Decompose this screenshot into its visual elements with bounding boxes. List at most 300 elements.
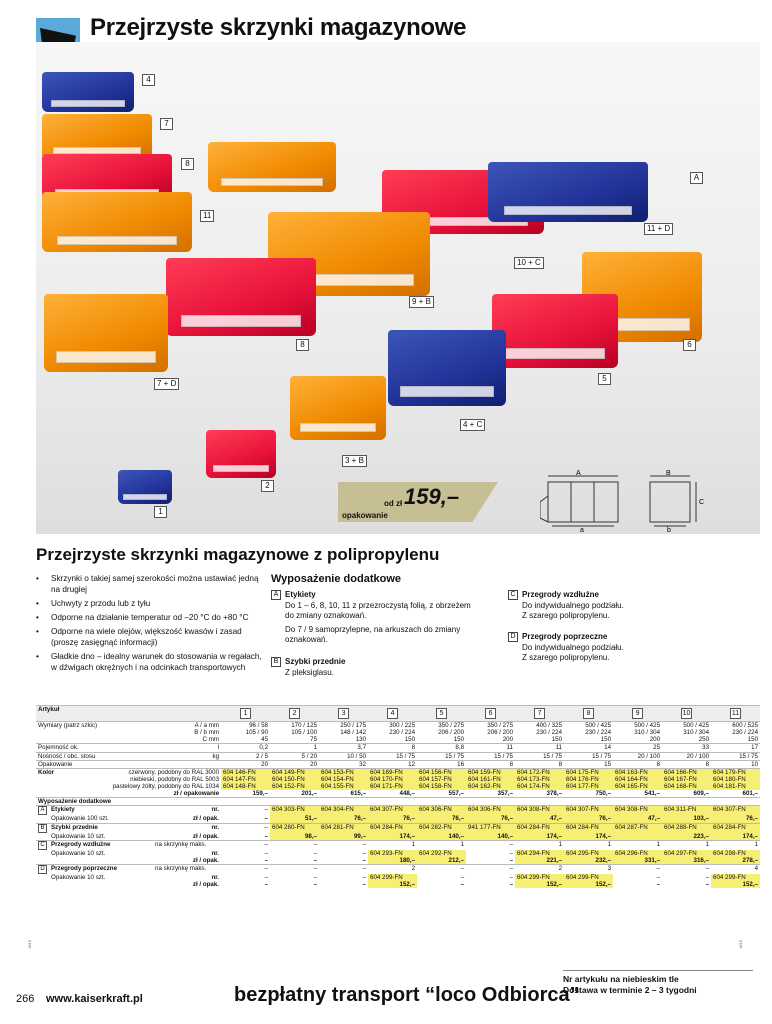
bin-4-blue — [42, 72, 134, 112]
row-label: Opakowanie — [36, 760, 153, 768]
article-code: 604 161-FN — [466, 776, 515, 783]
value-cell: 15 / 75 — [515, 752, 564, 760]
article-code: 604 296-FN — [613, 850, 662, 857]
article-code: 604 308-FN — [613, 806, 662, 816]
article-code: 604 158-FN — [417, 783, 466, 790]
value-cell: 20 — [221, 760, 270, 768]
article-number: 6 — [485, 708, 496, 719]
row-label — [36, 790, 153, 798]
price-cell: – — [362, 881, 367, 888]
price-cell: 152,– — [515, 881, 564, 888]
article-code: 604 177-FN — [564, 783, 613, 790]
dim-value: 105 / 100 — [291, 729, 318, 737]
photo-label: A — [690, 172, 703, 184]
article-number: 1 — [240, 708, 251, 719]
footer-note-line: Nr artykułu na niebieskim tle — [563, 974, 679, 984]
accessory-d — [508, 632, 708, 664]
value-cell: 15 / 75 — [466, 752, 515, 760]
value-cell: 25 — [613, 744, 662, 752]
price-cell: – — [362, 856, 367, 864]
table-row — [36, 760, 760, 768]
article-code: 604 159-FN — [466, 768, 515, 776]
dim-value: 200 — [502, 736, 514, 744]
table-row — [36, 881, 760, 888]
price-cell: 76,– — [711, 815, 760, 823]
price-cell: – — [656, 881, 661, 888]
article-number-cell — [221, 706, 270, 722]
dim-value: 230 / 224 — [585, 729, 612, 737]
value-cell: 15 / 75 — [711, 752, 760, 760]
article-number-cell — [564, 706, 613, 722]
price-cell: 448,– — [399, 790, 416, 798]
article-number: 7 — [534, 708, 545, 719]
row-unit: nr. — [153, 823, 221, 833]
accessory-name: Przegrody poprzeczne — [51, 864, 118, 872]
article-number-cell — [515, 706, 564, 722]
article-code: – — [264, 849, 269, 857]
row-unit: zł / opak. — [192, 856, 220, 864]
photo-label: 4 — [142, 74, 155, 86]
article-code: 604 299-FN — [711, 874, 760, 881]
pack-size: Opakowanie 10 szt. — [51, 849, 106, 857]
accessory-desc: Do 1 – 6, 8, 10, 11 z przezroczystą folią, z obrzeżem do zmiany oznakowań. — [285, 600, 471, 620]
value-cell: 20 — [270, 760, 319, 768]
article-code: 604 164-FN — [613, 776, 662, 783]
dim-value: 150 — [404, 736, 416, 744]
price-cell: 221,– — [515, 857, 564, 865]
price-cell: 212,– — [417, 857, 466, 865]
row-label — [36, 881, 153, 888]
dim-value: 500 / 425 — [662, 722, 711, 730]
bin-orange-mid — [208, 142, 336, 192]
price-value: 159,– — [404, 484, 460, 509]
dim-value: 150 — [453, 736, 465, 744]
article-number-cell — [319, 706, 368, 722]
value-cell: 3,7 — [319, 744, 368, 752]
product-photo — [36, 42, 760, 534]
code-box: D — [508, 632, 518, 642]
article-code: 604 307-FN — [711, 806, 760, 816]
value-cell: 1 — [417, 840, 466, 850]
accessory-desc: Do indywidualnego podziału. — [522, 642, 624, 652]
row-label — [36, 874, 153, 881]
table-row — [36, 833, 760, 841]
row-unit: pastelowy żółty, podobny do RAL 1034 — [112, 783, 220, 790]
dim-value: 250 — [698, 736, 710, 744]
accessory-desc: Do indywidualnego podziału. — [522, 600, 624, 610]
value-cell: 1 — [662, 840, 711, 850]
value-cell: 33 — [662, 744, 711, 752]
price-cell: 378,– — [546, 790, 563, 798]
value-cell: 3 — [564, 864, 613, 874]
price-cell: 76,– — [417, 815, 466, 823]
dim-value: 75 — [310, 736, 318, 744]
article-code: 604 171-FN — [368, 783, 417, 790]
article-number: 8 — [583, 708, 594, 719]
article-code: 604 150-FN — [270, 776, 319, 783]
table-row — [36, 706, 760, 722]
article-code: 604 152-FN — [270, 783, 319, 790]
value-cell: 10 / 50 — [319, 752, 368, 760]
row-label: Kolor — [36, 768, 153, 776]
value-cell: 8 — [466, 760, 515, 768]
diagram-label-a: a — [580, 527, 584, 532]
accessory-desc: Z szarego polipropylenu. — [522, 653, 610, 662]
dim-value: 206 / 200 — [487, 729, 514, 737]
row-unit: na skrzynkę maks. — [153, 864, 221, 874]
article-code: 604 292-FN — [417, 850, 466, 857]
feature-list — [36, 573, 266, 676]
row-unit: zł / opak. — [192, 881, 220, 888]
photo-label: 5 — [598, 373, 611, 385]
row-label — [36, 815, 153, 823]
article-code: 604 166-FN — [662, 768, 711, 776]
price-cell: 541,– — [644, 790, 661, 798]
dim-value: 230 / 224 — [536, 729, 563, 737]
price-cell: 99,– — [319, 833, 368, 841]
price-cell: 331,– — [613, 857, 662, 865]
article-code: 604 176-FN — [564, 776, 613, 783]
article-code: 604 179-FN — [711, 768, 760, 776]
price-cell: – — [509, 881, 514, 888]
price-cell: 201,– — [301, 790, 318, 798]
dim-value: 150 — [600, 736, 612, 744]
row-unit: l — [153, 744, 221, 752]
page-number: 266 — [16, 993, 35, 1005]
article-code: 604 284-FN — [564, 823, 613, 833]
article-number: 3 — [338, 708, 349, 719]
article-code: – — [313, 849, 318, 857]
photo-label: 3 + B — [342, 455, 367, 467]
diagram-label-C: C — [699, 499, 705, 506]
dim-value: 45 — [261, 736, 269, 744]
price-cell: – — [313, 881, 318, 888]
photo-label: 6 — [683, 339, 696, 351]
article-code: – — [362, 873, 367, 881]
value-cell: 20 / 100 — [613, 752, 662, 760]
accessory-name: Przegrody wzdłużne — [51, 840, 111, 848]
table-row — [36, 857, 760, 865]
accessory-name: Szybki przednie — [51, 823, 98, 831]
page-title: Przejrzyste skrzynki magazynowe — [90, 14, 467, 41]
dim-value: 130 — [355, 736, 367, 744]
value-cell: 2 / 5 — [221, 752, 270, 760]
accessory-a — [271, 590, 481, 646]
price-cell: 174,– — [564, 833, 613, 841]
price-cell: 278,– — [711, 857, 760, 865]
article-code: 604 156-FN — [417, 768, 466, 776]
side-code: 1815 — [738, 940, 743, 949]
row-unit: na skrzynkę maks. — [153, 840, 221, 850]
article-number: 9 — [632, 708, 643, 719]
dim-value: 150 — [747, 736, 759, 744]
bin-7D-orange — [44, 294, 168, 372]
article-number: 5 — [436, 708, 447, 719]
article-code: – — [362, 849, 367, 857]
bin-5-red — [492, 294, 618, 368]
dim-value: 170 / 125 — [270, 722, 319, 730]
article-number: 10 — [682, 710, 691, 717]
diagram-label-b: b — [667, 527, 671, 532]
dim-value: 350 / 275 — [417, 722, 466, 730]
feature-item: • Gładkie dno – idealny warunek do stosowania w regałach, w dźwigach okrężnych i na odcinkach transportowych — [36, 651, 266, 673]
bin-1-blue — [118, 470, 172, 504]
feature-item: • Odporne na wiele olejów, większość kwasów i zasad (proszę zasięgnąć informacji) — [36, 626, 266, 648]
dimension-diagram — [540, 466, 710, 532]
dim-value: 96 / 58 — [221, 722, 270, 730]
value-cell: 1 — [515, 840, 564, 850]
price-cell: 47,– — [515, 815, 564, 823]
row-label — [36, 857, 153, 865]
article-number-cell — [662, 706, 711, 722]
row-unit: zł / opakowanie — [173, 790, 220, 798]
article-code: 604 146-FN — [221, 768, 270, 776]
dim-value: 500 / 425 — [613, 722, 662, 730]
price-cell: – — [509, 856, 514, 864]
article-code: 604 148-FN — [221, 783, 270, 790]
article-number-cell — [613, 706, 662, 722]
value-cell: – — [221, 864, 270, 874]
price-cell: – — [264, 832, 269, 840]
value-cell: – — [319, 864, 368, 874]
article-code: 604 149-FN — [270, 768, 319, 776]
dim-value: 310 / 304 — [683, 729, 710, 737]
article-code: 604 307-FN — [368, 806, 417, 816]
row-unit: A / a mm — [153, 722, 221, 730]
value-cell: – — [319, 840, 368, 850]
article-number: 4 — [387, 708, 398, 719]
price-cell: 152,– — [368, 881, 417, 888]
code-box: A — [271, 590, 281, 600]
dim-value: 250 / 175 — [319, 722, 368, 730]
price-cell: 557,– — [448, 790, 465, 798]
article-code: – — [509, 873, 514, 881]
code-box: A — [38, 806, 47, 815]
photo-label: 10 + C — [514, 257, 544, 269]
value-cell: – — [270, 840, 319, 850]
article-number: 11 — [731, 710, 740, 717]
pack-size: Opakowanie 10 szt. — [51, 873, 106, 881]
accessory-name: Przegrody wzdłużne — [522, 590, 599, 599]
section-title: Przejrzyste skrzynki magazynowe z polipropylenu — [36, 545, 440, 564]
code-box: B — [38, 824, 47, 833]
article-code: 604 284-FN — [515, 823, 564, 833]
article-code: 604 181-FN — [711, 783, 760, 790]
footer-note-line: Dostawa w terminie 2 – 3 tygodni — [563, 985, 697, 995]
value-cell: 14 — [564, 744, 613, 752]
photo-label: 11 — [200, 210, 214, 222]
table-row — [36, 783, 760, 790]
article-number-cell — [270, 706, 319, 722]
price-cell: 47,– — [613, 815, 662, 823]
price-cell: 152,– — [564, 881, 613, 888]
article-code: – — [313, 873, 318, 881]
bin-11D-blue — [488, 162, 648, 222]
article-code: 604 153-FN — [319, 768, 368, 776]
price-prefix: od zł — [384, 499, 403, 508]
value-cell: 2 — [368, 864, 417, 874]
price-cell: 76,– — [368, 815, 417, 823]
value-cell: 15 / 75 — [417, 752, 466, 760]
value-cell: – — [221, 840, 270, 850]
bin-11-orange — [42, 192, 192, 252]
row-unit: kg — [153, 752, 221, 760]
value-cell: 5 / 20 — [270, 752, 319, 760]
price-cell: 180,– — [368, 857, 417, 865]
article-code: 604 168-FN — [662, 783, 711, 790]
row-label — [36, 729, 153, 736]
article-code: 604 293-FN — [368, 850, 417, 857]
value-cell: 11 — [466, 744, 515, 752]
code-box: C — [508, 590, 518, 600]
row-label — [36, 806, 153, 816]
dim-value: 300 / 225 — [368, 722, 417, 730]
table-row — [36, 768, 760, 776]
dim-value: 206 / 200 — [438, 729, 465, 737]
value-cell: 4 — [711, 864, 760, 874]
article-code: 604 284-FN — [711, 823, 760, 833]
value-cell: 0,2 — [221, 744, 270, 752]
price-cell: 152,– — [711, 881, 760, 888]
dim-value: 310 / 304 — [634, 729, 661, 737]
value-cell: 20 / 100 — [662, 752, 711, 760]
article-code: 604 154-FN — [319, 776, 368, 783]
value-cell: 8 — [662, 760, 711, 768]
value-cell: 8 — [515, 760, 564, 768]
table-row — [36, 798, 760, 806]
row-unit: zł / opak. — [192, 832, 220, 840]
article-code: 604 299-FN — [515, 874, 564, 881]
dim-value: 500 / 425 — [564, 722, 613, 730]
value-cell: 2 — [515, 864, 564, 874]
row-unit: B / b mm — [194, 729, 220, 737]
table-row — [36, 744, 760, 752]
article-code: 604 180-FN — [711, 776, 760, 783]
article-code: 604 167-FN — [662, 776, 711, 783]
row-label — [36, 833, 153, 841]
table-row — [36, 806, 760, 816]
photo-label: 11 + D — [644, 223, 673, 235]
feature-item: • Uchwyty z przodu lub z tyłu — [36, 598, 266, 609]
dim-value: 105 / 90 — [245, 729, 269, 737]
bin-4C-blue — [388, 330, 506, 406]
code-box: C — [38, 841, 47, 850]
row-label — [36, 864, 153, 874]
article-code: 604 294-FN — [515, 850, 564, 857]
photo-label: 1 — [154, 506, 167, 518]
dim-value: 150 — [551, 736, 563, 744]
row-unit: zł / opak. — [192, 815, 220, 823]
value-cell: 1 — [270, 744, 319, 752]
dim-value: 350 / 275 — [466, 722, 515, 730]
row-label — [36, 850, 153, 857]
value-cell: 16 — [417, 760, 466, 768]
bin-9B-red — [166, 258, 316, 336]
table-row — [36, 815, 760, 823]
article-code: 941 177-FN — [466, 823, 515, 833]
table-row — [36, 736, 760, 744]
feature-item: • Skrzynki o takiej samej szerokości można ustawiać jedną na drugiej — [36, 573, 266, 595]
footer-note — [563, 970, 753, 996]
article-code: – — [460, 873, 465, 881]
value-cell: 15 / 75 — [368, 752, 417, 760]
website-link[interactable]: www.kaiserkraft.pl — [46, 993, 143, 1005]
price-cell: – — [264, 881, 269, 888]
article-code: – — [264, 873, 269, 881]
photo-label: 8 — [296, 339, 309, 351]
bin-2-red — [206, 430, 276, 478]
table-row — [36, 752, 760, 760]
shipping-promo: bezpłatny transport “loco Odbiorca” — [234, 984, 580, 1006]
article-code: – — [221, 823, 270, 833]
price-cell: 140,– — [466, 833, 515, 841]
photo-label: 2 — [261, 480, 274, 492]
row-unit — [153, 760, 221, 768]
dim-value: 600 / 525 — [711, 722, 760, 730]
row-label: Pojemność ok. — [36, 744, 153, 752]
table-row — [36, 790, 760, 798]
price-cell: 98,– — [270, 833, 319, 841]
article-code: – — [221, 806, 270, 816]
article-code: 604 163-FN — [613, 768, 662, 776]
table-row — [36, 864, 760, 874]
table-row — [36, 823, 760, 833]
photo-label: 7 + D — [154, 378, 179, 390]
article-code: – — [509, 849, 514, 857]
value-cell: – — [417, 864, 466, 874]
article-code: 604 155-FN — [319, 783, 368, 790]
value-cell: 1 — [711, 840, 760, 850]
article-code: 604 280-FN — [270, 823, 319, 833]
table-row — [36, 722, 760, 730]
value-cell: – — [613, 864, 662, 874]
article-code: 604 174-FN — [515, 783, 564, 790]
price-cell: 316,– — [662, 857, 711, 865]
accessory-b — [271, 657, 481, 678]
dim-value: 200 — [649, 736, 661, 744]
accessory-name: Etykiety — [285, 590, 316, 599]
article-code: 604 157-FN — [417, 776, 466, 783]
value-cell: 8,8 — [417, 744, 466, 752]
article-code: 604 303-FN — [270, 806, 319, 816]
value-cell: 8 — [613, 760, 662, 768]
value-cell: – — [270, 864, 319, 874]
row-unit: C mm — [202, 736, 220, 744]
row-unit: nr. — [153, 806, 221, 816]
value-cell: 11 — [515, 744, 564, 752]
accessory-desc: Do 7 / 9 samoprzylepne, na arkuszach do zmiany oznakowań. — [285, 624, 461, 644]
price-cell: 174,– — [368, 833, 417, 841]
article-code: 604 281-FN — [319, 823, 368, 833]
row-unit: nr. — [211, 873, 220, 881]
article-code: 604 307-FN — [564, 806, 613, 816]
price-cell: – — [264, 815, 269, 823]
table-row — [36, 840, 760, 850]
table-row — [36, 874, 760, 881]
diagram-label-A: A — [576, 470, 581, 477]
value-cell: 15 — [564, 760, 613, 768]
price-cell: 750,– — [595, 790, 612, 798]
article-code: – — [656, 873, 661, 881]
row-label: Wymiary (patrz szkic) — [36, 722, 153, 730]
article-code: 604 299-FN — [368, 874, 417, 881]
price-cell: 174,– — [515, 833, 564, 841]
accessory-c — [508, 590, 708, 622]
article-code: 604 173-FN — [515, 776, 564, 783]
article-code: 604 162-FN — [466, 783, 515, 790]
value-cell: 32 — [319, 760, 368, 768]
feature-item: • Odporne na działanie temperatur od –20 °C do +80 °C — [36, 612, 266, 623]
